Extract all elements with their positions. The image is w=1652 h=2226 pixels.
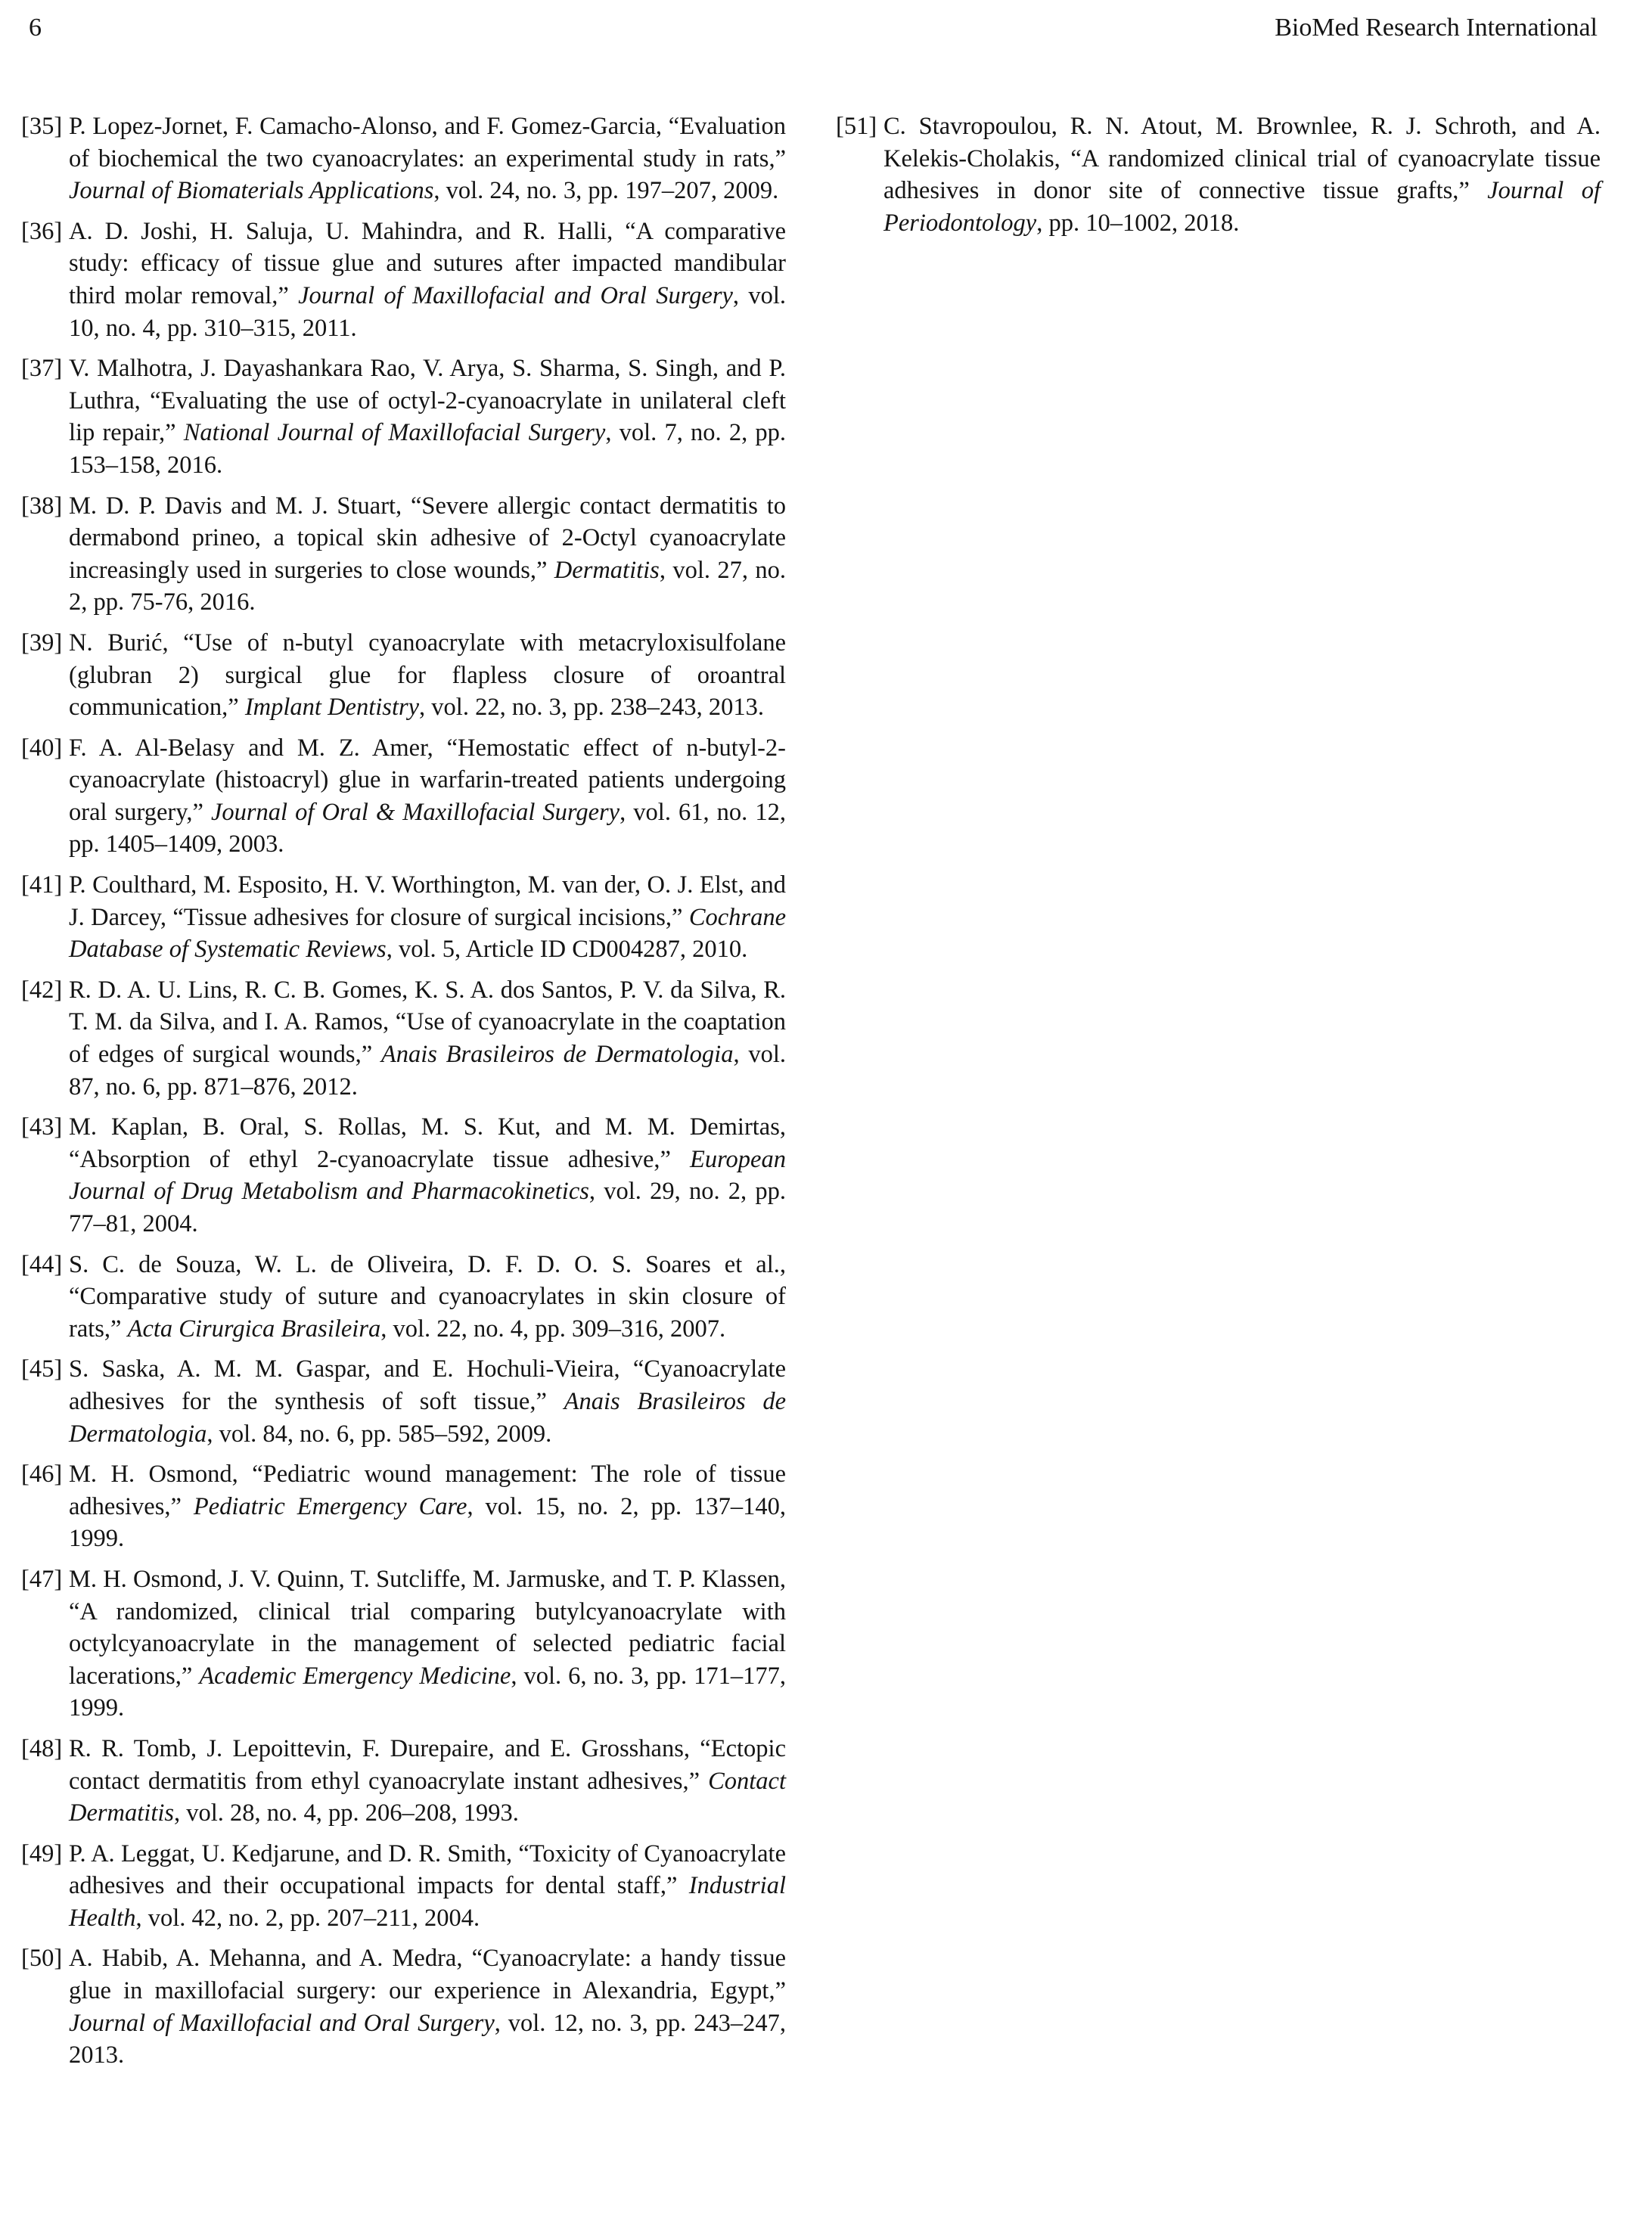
- reference-number: [37]: [21, 355, 63, 383]
- reference-item: [21, 352, 786, 481]
- reference-text-segment: , pp. 10–1002, 2018.: [1036, 209, 1240, 237]
- reference-item: [21, 869, 786, 966]
- reference-text-segment: R. D. A. U. Lins, R. C. B. Gomes, K. S. A. dos Santos, P. V. da Silva, R. T. M. da Silva, and I. A. Ramos, “Use of cyanoacrylate in the coaptation of edges of surgical wounds,”: [69, 976, 786, 1069]
- reference-text-segment: , vol. 29, no. 2, pp. 77–81, 2004.: [69, 1178, 786, 1237]
- reference-item: [21, 732, 786, 861]
- reference-text: [69, 1566, 786, 1722]
- reference-text-segment: , vol. 5, Article ID CD004287, 2010.: [386, 936, 748, 964]
- reference-text-segment: N. Burić, “Use of n-butyl cyanoacrylate with metacryloxisulfolane (glubran 2) surgical glue for flapless closure of oroantral communication,”: [69, 629, 786, 722]
- reference-text-segment: , vol. 22, no. 3, pp. 238–243, 2013.: [419, 694, 764, 722]
- reference-item: [21, 490, 786, 619]
- reference-text: [883, 113, 1601, 237]
- journal-name: Journal of Maxillofacial and Oral Surgery: [298, 281, 733, 309]
- reference-text-segment: P. A. Leggat, U. Kedjarune, and D. R. Smith, “Toxicity of Cyanoacrylate adhesives and their occupational impacts for dental staff,”: [69, 1839, 786, 1900]
- reference-text-segment: M. H. Osmond, J. V. Quinn, T. Sutcliffe, M. Jarmuske, and T. P. Klassen, “A randomized, clinical trial comparing butylcyanoacrylate with octylcyanoacrylate in the management of selected pediatric facial lacerations,”: [69, 1565, 786, 1690]
- journal-name: Anais Brasileiros de Dermatologia: [380, 1041, 734, 1069]
- reference-text: [69, 218, 786, 342]
- running-head: [29, 12, 1598, 44]
- reference-text: [69, 871, 786, 963]
- reference-number: [45]: [21, 1355, 63, 1383]
- reference-number: [35]: [21, 113, 63, 140]
- reference-text-segment: , vol. 22, no. 4, pp. 309–316, 2007.: [380, 1315, 726, 1343]
- reference-item: [21, 1838, 786, 1935]
- reference-number: [38]: [21, 492, 63, 520]
- reference-item: [21, 1733, 786, 1830]
- reference-number: [40]: [21, 734, 63, 762]
- reference-number: [48]: [21, 1734, 63, 1762]
- reference-text: [69, 1735, 786, 1827]
- reference-text-segment: C. Stavropoulou, R. N. Atout, M. Brownlee, R. J. Schroth, and A. Kelekis-Cholakis, “A randomized clinical trial of cyanoacrylate tissue adhesives in donor site of connective tissue grafts,”: [883, 113, 1601, 205]
- reference-text-segment: , vol. 10, no. 4, pp. 310–315, 2011.: [69, 281, 786, 342]
- reference-text-segment: , vol. 61, no. 12, pp. 1405–1409, 2003.: [69, 798, 786, 858]
- journal-name: Journal of Biomaterials Applications: [69, 177, 434, 205]
- journal-name: Journal of Oral & Maxillofacial Surgery: [210, 798, 620, 826]
- reference-number: [49]: [21, 1839, 63, 1867]
- reference-number: [39]: [21, 629, 63, 657]
- reference-text: [69, 1840, 786, 1932]
- reference-item: [21, 627, 786, 724]
- reference-text-segment: , vol. 6, no. 3, pp. 171–177, 1999.: [69, 1662, 787, 1722]
- references-column-right: [836, 110, 1601, 2080]
- reference-text-segment: M. H. Osmond, “Pediatric wound management: The role of tissue adhesives,”: [69, 1461, 786, 1520]
- reference-text: [69, 629, 786, 721]
- reference-item: [21, 974, 786, 1103]
- reference-text: [69, 1461, 786, 1552]
- journal-name: European Journal of Drug Metabolism and Pharmacokinetics: [69, 1145, 786, 1206]
- journal-name: Industrial Health: [69, 1872, 786, 1932]
- journal-name: Academic Emergency Medicine: [199, 1662, 511, 1690]
- reference-text: [69, 734, 786, 858]
- reference-text-segment: , vol. 7, no. 2, pp. 153–158, 2016.: [69, 419, 787, 479]
- reference-text: [69, 492, 786, 616]
- reference-number: [51]: [836, 113, 877, 140]
- reference-text-segment: , vol. 24, no. 3, pp. 197–207, 2009.: [433, 177, 779, 205]
- reference-text-segment: A. D. Joshi, H. Saluja, U. Mahindra, and R. Halli, “A comparative study: efficacy of tissue glue and sutures after impacted mandibular third molar removal,”: [69, 217, 786, 309]
- reference-text-segment: P. Coulthard, M. Esposito, H. V. Worthington, M. van der, O. J. Elst, and J. Darcey, “Tissue adhesives for closure of surgical incisions,”: [69, 871, 786, 931]
- page-number: 6: [29, 14, 42, 42]
- reference-number: [46]: [21, 1461, 63, 1489]
- reference-text-segment: , vol. 87, no. 6, pp. 871–876, 2012.: [69, 1041, 787, 1101]
- reference-number: [41]: [21, 871, 63, 899]
- reference-text: [69, 355, 786, 479]
- reference-item: [21, 1353, 786, 1450]
- reference-item: [836, 110, 1601, 239]
- reference-text-segment: R. R. Tomb, J. Lepoittevin, F. Durepaire, and E. Grosshans, “Ectopic contact dermatitis from ethyl cyanoacrylate instant adhesives,”: [69, 1734, 786, 1795]
- journal-name: Implant Dentistry: [244, 694, 420, 722]
- reference-text-segment: M. Kaplan, B. Oral, S. Rollas, M. S. Kut, and M. M. Demirtas, “Absorption of ethyl 2-cyanoacrylate tissue adhesive,”: [69, 1113, 786, 1173]
- reference-text-segment: V. Malhotra, J. Dayashankara Rao, V. Arya, S. Sharma, S. Singh, and P. Luthra, “Evaluating the use of octyl-2-cyanoacrylate in unilateral cleft lip repair,”: [69, 355, 786, 447]
- reference-text: [69, 1355, 786, 1447]
- journal-name: Journal of Maxillofacial and Oral Surgery: [69, 2009, 495, 2037]
- journal-name: Dermatitis: [554, 556, 660, 584]
- journal-name: Journal of Periodontology: [883, 177, 1601, 237]
- reference-item: [21, 110, 786, 207]
- references-columns: [21, 110, 1601, 2080]
- reference-text-segment: F. A. Al-Belasy and M. Z. Amer, “Hemostatic effect of n-butyl-2-cyanoacrylate (histoacryl) glue in warfarin-treated patients undergoing oral surgery,”: [69, 734, 786, 826]
- reference-number: [36]: [21, 217, 63, 245]
- reference-item: [21, 1563, 786, 1725]
- journal-name: Acta Cirurgica Brasileira: [127, 1315, 381, 1343]
- reference-item: [21, 1111, 786, 1240]
- reference-text-segment: M. D. P. Davis and M. J. Stuart, “Severe allergic contact dermatitis to dermabond prineo, a topical skin adhesive of 2-Octyl cyanoacrylate increasingly used in surgeries to close wounds,”: [69, 492, 786, 584]
- reference-item: [21, 216, 786, 344]
- journal-title: BioMed Research International: [1275, 14, 1598, 42]
- references-column-left: [21, 110, 786, 2080]
- journal-name: Contact Dermatitis: [69, 1767, 786, 1827]
- reference-text-segment: P. Lopez-Jornet, F. Camacho-Alonso, and F. Gomez-Garcia, “Evaluation of biochemical the two cyanoacrylates: an experimental study in rats,”: [69, 113, 786, 172]
- reference-number: [42]: [21, 976, 63, 1004]
- reference-text: [69, 1251, 786, 1343]
- reference-text-segment: , vol. 28, no. 4, pp. 206–208, 1993.: [174, 1799, 519, 1827]
- reference-text-segment: , vol. 15, no. 2, pp. 137–140, 1999.: [69, 1492, 786, 1553]
- reference-text: [69, 976, 786, 1101]
- journal-name: National Journal of Maxillofacial Surgery: [183, 419, 606, 447]
- reference-item: [21, 1458, 786, 1555]
- reference-item: [21, 1249, 786, 1346]
- reference-text-segment: , vol. 27, no. 2, pp. 75-76, 2016.: [69, 556, 786, 616]
- reference-text-segment: S. Saska, A. M. M. Gaspar, and E. Hochuli-Vieira, “Cyanoacrylate adhesives for the synthesis of soft tissue,”: [69, 1355, 786, 1415]
- reference-number: [43]: [21, 1113, 63, 1141]
- reference-text: [69, 1945, 786, 2069]
- reference-text-segment: , vol. 84, no. 6, pp. 585–592, 2009.: [206, 1420, 552, 1448]
- reference-text-segment: A. Habib, A. Mehanna, and A. Medra, “Cyanoacrylate: a handy tissue glue in maxillofacial surgery: our experience in Alexandria, Egypt,”: [69, 1945, 786, 2005]
- journal-name: Anais Brasileiros de Dermatologia: [69, 1387, 786, 1448]
- reference-number: [47]: [21, 1565, 63, 1593]
- journal-name: Pediatric Emergency Care: [193, 1492, 467, 1520]
- reference-text-segment: , vol. 42, no. 2, pp. 207–211, 2004.: [135, 1904, 480, 1932]
- reference-text-segment: , vol. 12, no. 3, pp. 243–247, 2013.: [69, 2009, 786, 2069]
- reference-number: [50]: [21, 1945, 63, 1973]
- reference-text-segment: S. C. de Souza, W. L. de Oliveira, D. F. D. O. S. Soares et al., “Comparative study of suture and cyanoacrylates in skin closure of rats,”: [69, 1250, 786, 1343]
- reference-item: [21, 1942, 786, 2071]
- reference-text: [69, 1113, 786, 1237]
- reference-text: [69, 113, 786, 204]
- journal-name: Cochrane Database of Systematic Reviews: [69, 903, 786, 964]
- reference-number: [44]: [21, 1250, 63, 1278]
